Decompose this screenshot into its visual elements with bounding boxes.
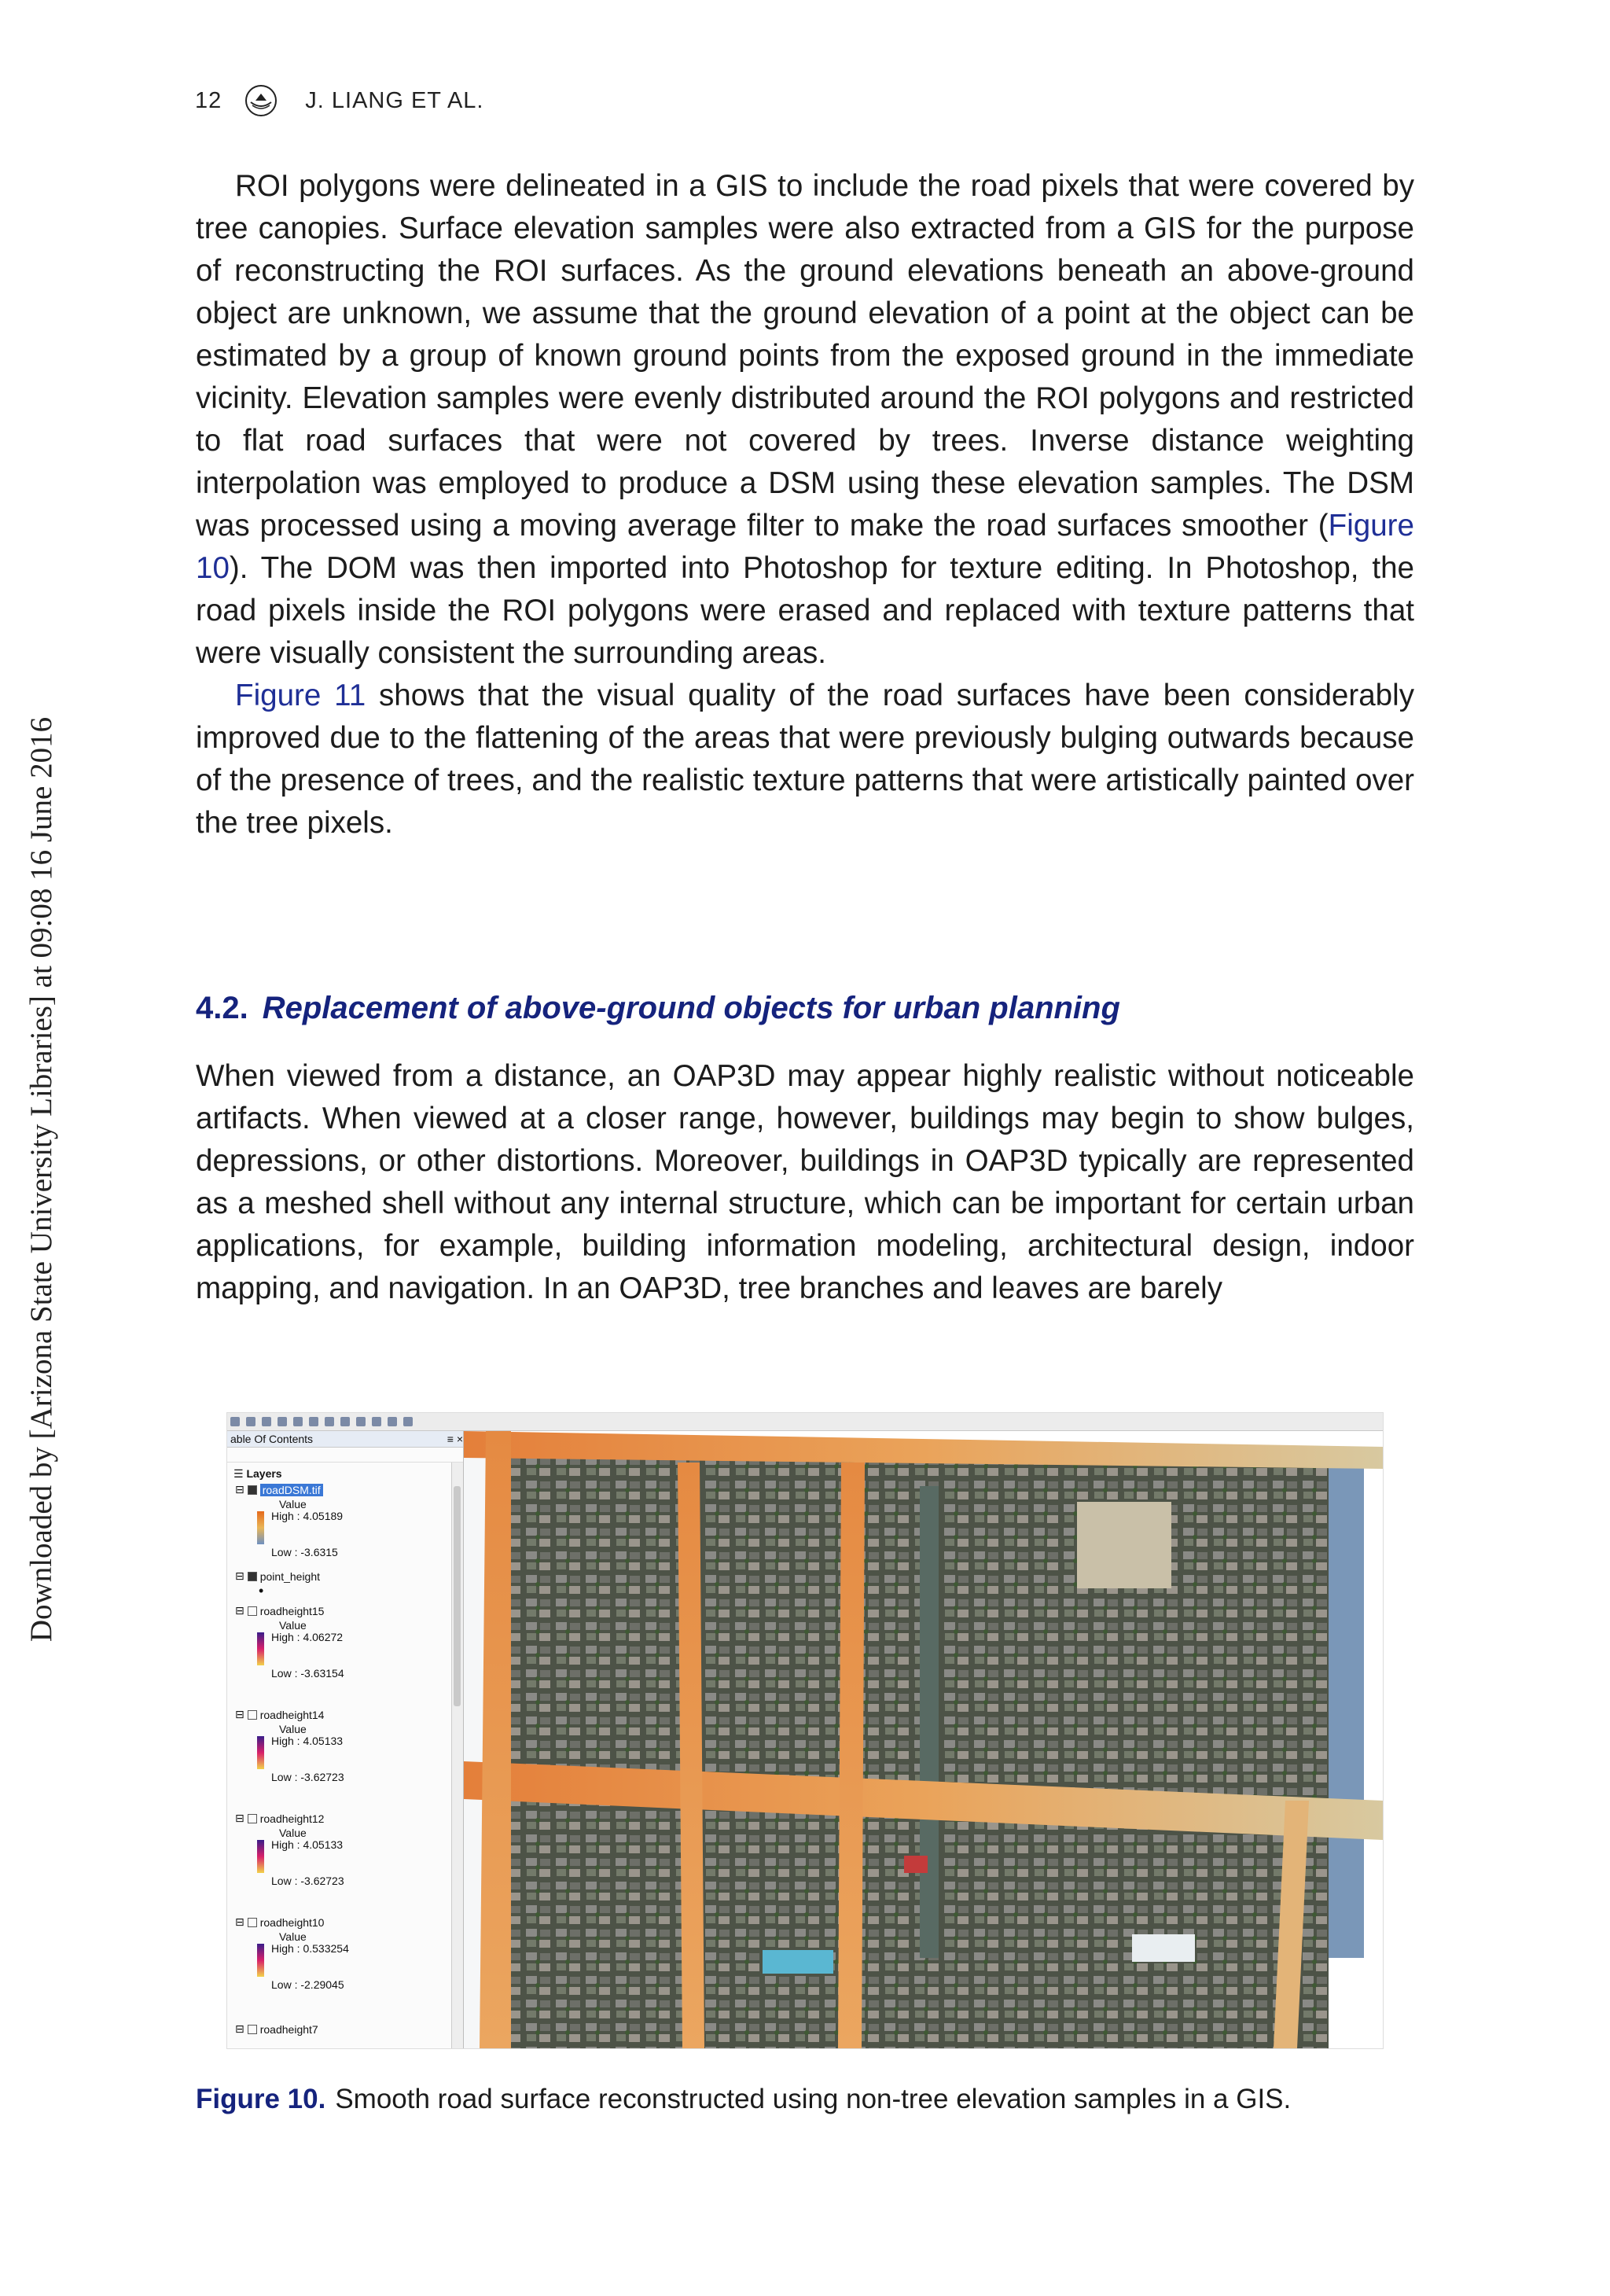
legend-high: High : 0.533254 [271,1942,349,1955]
point-symbol-icon: • [259,1583,264,1599]
layer-name[interactable]: roadheight14 [259,1708,325,1721]
table-of-contents-panel [227,1431,464,2048]
expand-icon[interactable]: ⊟ [235,1483,244,1496]
grid-icon[interactable] [293,1417,303,1426]
scroll-thumb[interactable] [454,1486,461,1706]
page-number: 12 [195,87,222,113]
running-authors: J. LIANG ET AL. [305,87,484,113]
figure-caption [196,2084,1291,2115]
section-title: Replacement of above-ground objects for urban planning [262,991,1120,1025]
section-paragraph: When viewed from a distance, an OAP3D may appear highly realistic without noticeable artifacts. When viewed at a closer range, however, buildings may begin to show bulges, depressions, or other distortions. Moreover, buildings in OAP3D typically are represented as a meshed shell without any internal structure, which can be important for certain urban applications, for example, building information modeling, architectural design, indoor mapping, and navigation. In an OAP3D, tree branches and leaves are barely [196,1059,1414,1305]
layer-checkbox[interactable] [248,1814,257,1823]
toc-subtoolbar [227,1448,463,1463]
pan-icon[interactable] [262,1417,271,1426]
layer-roadheight15[interactable] [235,1604,447,1680]
legend-color-ramp [257,1511,264,1544]
layer-checkbox[interactable] [248,1918,257,1927]
layer-checkbox[interactable] [248,1485,257,1495]
layers-group[interactable]: ☰ Layers [233,1467,282,1480]
toc-titlebar [227,1431,463,1448]
download-stamp: Downloaded by [Arizona State University Libraries] at 09:08 16 June 2016 [24,716,58,1643]
expand-icon[interactable]: ⊟ [235,2022,244,2035]
white-roof [1132,1934,1195,1962]
paragraph-roi [196,165,1414,675]
value-label: Value [279,1498,307,1510]
zoom-in-icon[interactable] [230,1417,240,1426]
construction-site [1077,1502,1171,1588]
legend-high: High : 4.05133 [271,1838,344,1851]
section-body [196,1055,1414,1310]
legend-low: Low : -2.29045 [271,1978,344,1991]
section-number: 4.2. [196,991,248,1025]
hyperlink-icon[interactable] [403,1417,413,1426]
layer-name[interactable]: roadheight12 [259,1812,325,1825]
legend-high: High : 4.06272 [271,1631,344,1643]
layer-roadheight7[interactable] [235,2022,447,2036]
expand-icon[interactable]: ⊟ [235,1604,244,1617]
gis-toolbar [227,1413,1384,1431]
canal-center [920,1486,939,1958]
layer-name[interactable]: roadheight10 [259,1915,325,1929]
body-paragraphs [196,165,1414,844]
canal-right [1329,1455,1364,1958]
caption-text: Smooth road surface reconstructed using non-tree elevation samples in a GIS. [335,2084,1292,2114]
layer-checkbox[interactable] [248,1606,257,1616]
back-arrow-icon[interactable] [309,1417,318,1426]
toc-scrollbar[interactable] [451,1463,463,2048]
legend-low: Low : -3.6315 [271,1546,338,1558]
figure-10 [226,1412,1384,2049]
layer-name[interactable]: roadheight7 [259,2022,318,2036]
legend-low: Low : -3.62723 [271,1771,344,1783]
expand-icon[interactable]: ⊟ [235,1812,244,1824]
journal-logo-icon [244,83,278,118]
find-icon[interactable] [388,1417,397,1426]
paragraph-figure-11 [196,675,1414,844]
running-header [195,83,483,118]
value-label: Value [279,1930,307,1943]
forward-arrow-icon[interactable] [325,1417,334,1426]
select-icon[interactable] [340,1417,350,1426]
paragraph-text: ). The DOM was then imported into Photoshop for texture editing. In Photoshop, the road pixels inside the ROI polygons were erased and replaced with texture patterns that were visually consistent the surrounding areas. [196,551,1414,670]
legend-color-ramp [257,1632,264,1665]
layer-checkbox[interactable] [248,2025,257,2034]
figure-11-link[interactable]: Figure 11 [235,679,366,712]
layer-roadheight12[interactable] [235,1812,447,1887]
legend-high: High : 4.05133 [271,1735,344,1747]
expand-icon[interactable]: ⊟ [235,1708,244,1720]
layer-roadheight14[interactable] [235,1708,447,1783]
layer-road-dsm[interactable] [235,1483,447,1558]
expand-icon[interactable]: ⊟ [235,1915,244,1928]
legend-color-ramp [257,1840,264,1873]
value-label: Value [279,1723,307,1735]
value-label: Value [279,1827,307,1839]
paragraph-text: shows that the visual quality of the road surfaces have been considerably improved due to the flattening of the areas that were previously bulging outwards because of the presence of trees, and the realistic texture patterns that were artistically painted over the tree pixels. [196,679,1414,840]
toc-close-icon[interactable]: ≡ × [447,1433,463,1445]
legend-color-ramp [257,1944,264,1977]
road-center [838,1463,865,2048]
legend-high: High : 4.05189 [271,1510,344,1522]
value-label: Value [279,1619,307,1632]
caption-label: Figure 10. [196,2084,326,2114]
globe-icon[interactable] [278,1417,287,1426]
map-view[interactable] [464,1431,1383,2048]
figure-10-link[interactable]: Figure 10 [196,509,1414,585]
toc-title: able Of Contents [230,1433,314,1445]
layer-checkbox[interactable] [248,1710,257,1720]
paragraph-text: ROI polygons were delineated in a GIS to include the road pixels that were covered by tree canopies. Surface elevation samples were also extracted from a GIS for the purpose of reconstructing the ROI surfaces. As the ground elevations beneath an above-ground object are unknown, we assume that the ground elevation of a point at the object can be estimated by a group of known ground points from the exposed ground in the immediate vicinity. Elevation samples were evenly distributed around the ROI polygons and restricted to flat road surfaces that were not covered by trees. Inverse distance weighting interpolation was employed to produce a DSM using these elevation samples. The DSM was processed using a moving average filter to make the road surfaces smoother ( [196,169,1414,543]
section-heading [196,991,1120,1026]
layer-point-height[interactable] [235,1569,447,1599]
layer-checkbox[interactable] [248,1572,257,1581]
legend-color-ramp [257,1736,264,1769]
blue-roof [763,1950,833,1974]
legend-low: Low : -3.63154 [271,1667,344,1680]
identify-icon[interactable] [356,1417,366,1426]
layer-name[interactable]: roadheight15 [259,1604,325,1617]
expand-icon[interactable]: ⊟ [235,1569,244,1582]
sports-field [904,1856,928,1873]
legend-low: Low : -3.62723 [271,1875,344,1887]
layer-name[interactable]: point_height [259,1569,321,1583]
layer-name[interactable]: roadDSM.tif [260,1484,323,1496]
zoom-out-icon[interactable] [246,1417,255,1426]
layer-roadheight10[interactable] [235,1915,447,1991]
measure-icon[interactable] [372,1417,381,1426]
layers-label: Layers [246,1467,282,1480]
